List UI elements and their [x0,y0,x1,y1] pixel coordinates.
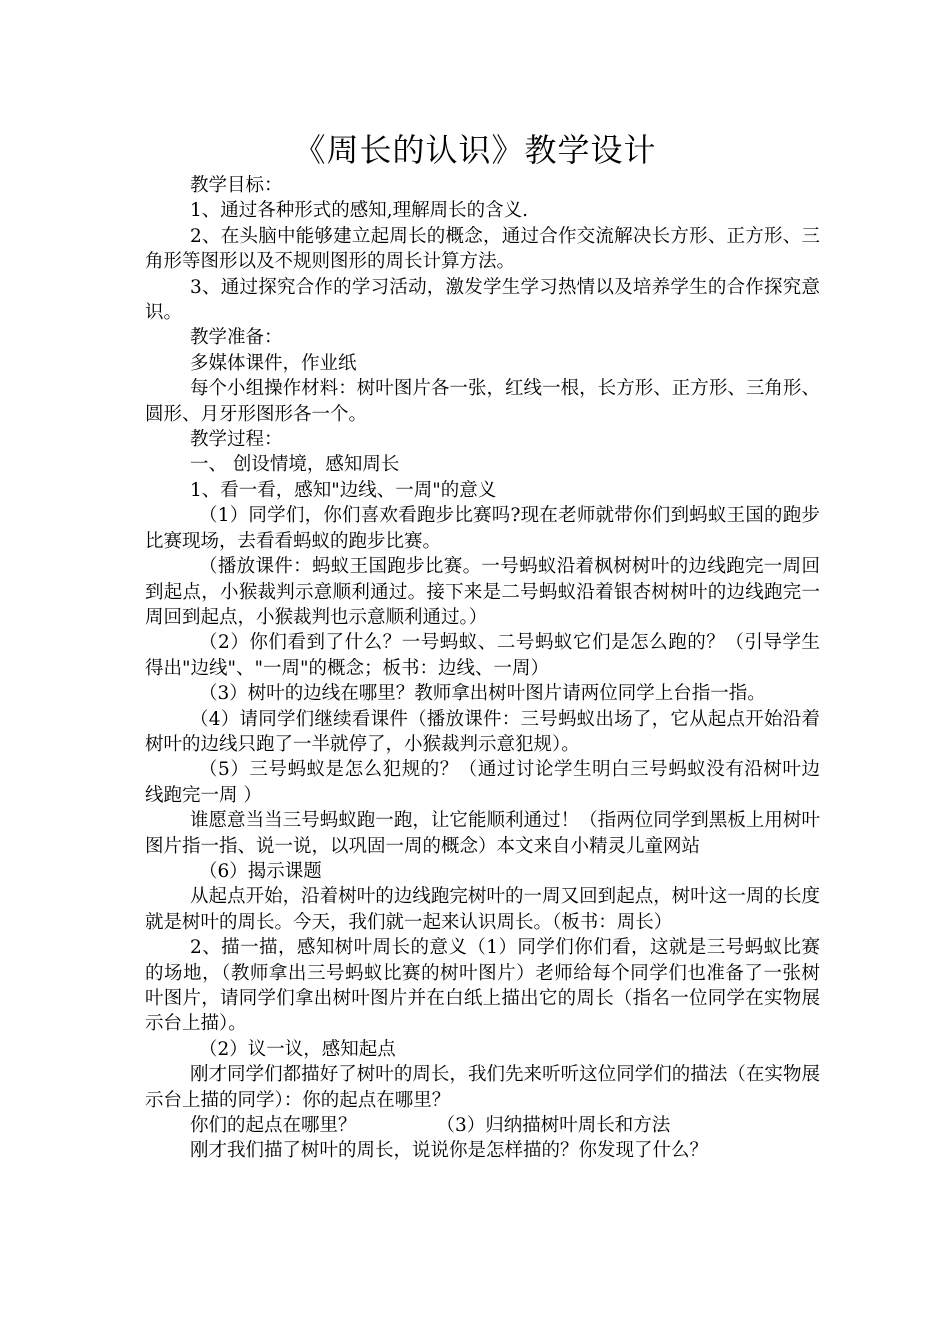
paragraph-definition: 从起点开始，沿着树叶的边线跑完树叶的一周又回到起点，树叶这一周的长度就是树叶的周长。今天，我们就一起来认识周长。（板书：周长） [145,886,820,933]
paragraph-step-1-5: （5）三号蚂蚁是怎么犯规的？（通过讨论学生明白三号蚂蚁没有沿树叶边线跑完一周 ） [145,759,820,806]
paragraph-step-1-4: （4）请同学们继续看课件（播放课件：三号蚂蚁出场了，它从起点开始沿着树叶的边线只跑了一半就停了，小猴裁判示意犯规）。 [145,708,820,755]
paragraph-reflection: 刚才我们描了树叶的周长，说说你是怎样描的？你发现了什么？ [190,1140,709,1162]
paragraph-volunteer: 谁愿意当当三号蚂蚁跑一跑，让它能顺利通过！（指两位同学到黑板上用树叶图片指一指、说一说，以巩固一周的概念）本文来自小精灵儿童网站 [145,810,820,857]
paragraph-goal-2: 2、在头脑中能够建立起周长的概念，通过合作交流解决长方形、正方形、三角形等图形以及不规则图形的周长计算方法。 [145,225,820,273]
paragraph-process-heading: 教学过程： [190,429,283,451]
paragraph-courseware-note: （播放课件：蚂蚁王国跑步比赛。一号蚂蚁沿着枫树树叶的边线跑完一周回到起点，小猴裁判示意顺利通过。接下来是二号蚂蚁沿着银杏树树叶的边线跑完一周回到起点，小猴裁判也示意顺利通过。） [145,556,820,628]
paragraph-prep-materials: 每个小组操作材料：树叶图片各一张，红线一根，长方形、正方形、三角形、圆形、月牙形图形各一个。 [145,378,820,425]
paragraph-step-2-3: （3）归纳描树叶周长和方法 [436,1115,671,1137]
paragraph-goals-heading: 教学目标： [190,175,283,196]
paragraph-prep-heading: 教学准备： [190,327,283,349]
paragraph-step-1-2: （2）你们看到了什么？一号蚂蚁、二号蚂蚁它们是怎么跑的？（引导学生得出"边线"、"一周"的概念；板书：边线、一周） [145,632,820,679]
paragraph-split-line [145,1113,820,1138]
paragraph-section-1: 一、 创设情境，感知周长 [190,454,400,476]
document-title: 《周长的认识》教学设计 [293,131,657,169]
paragraph-step-1-1: （1）同学们，你们喜欢看跑步比赛吗?现在老师就带你们到蚂蚁王国的跑步比赛现场，去看看蚂蚁的跑步比赛。 [145,505,820,552]
paragraph-step-1: 1、看一看，感知"边线、一周"的意义 [190,479,497,501]
document-body [145,173,820,1164]
paragraph-goal-1: 1、通过各种形式的感知,理解周长的含义. [190,200,529,222]
paragraph-prep-media: 多媒体课件，作业纸 [190,352,357,374]
paragraph-start-point: 刚才同学们都描好了树叶的周长，我们先来听听这位同学们的描法（在实物展示台上描的同学）：你的起点在哪里？ [145,1064,820,1111]
paragraph-goal-3: 3、通过探究合作的学习活动，激发学生学习热情以及培养学生的合作探究意识。 [145,276,820,324]
paragraph-step-1-6: （6）揭示课题 [199,860,322,882]
paragraph-step-2: 2、描一描，感知树叶周长的意义（1）同学们你们看，这就是三号蚂蚁比赛的场地，（教师拿出三号蚂蚁比赛的树叶图片）老师给每个同学们也准备了一张树叶图片，请同学们拿出树叶图片并在白纸上描出它的周长（指名一位同学在实物展示台上描）。 [145,937,820,1035]
paragraph-step-1-3: （3）树叶的边线在哪里？教师拿出树叶图片请两位同学上台指一指。 [199,683,766,705]
paragraph-your-start: 你们的起点在哪里？ [190,1115,357,1137]
paragraph-step-2-2: （2）议一议，感知起点 [199,1038,396,1060]
